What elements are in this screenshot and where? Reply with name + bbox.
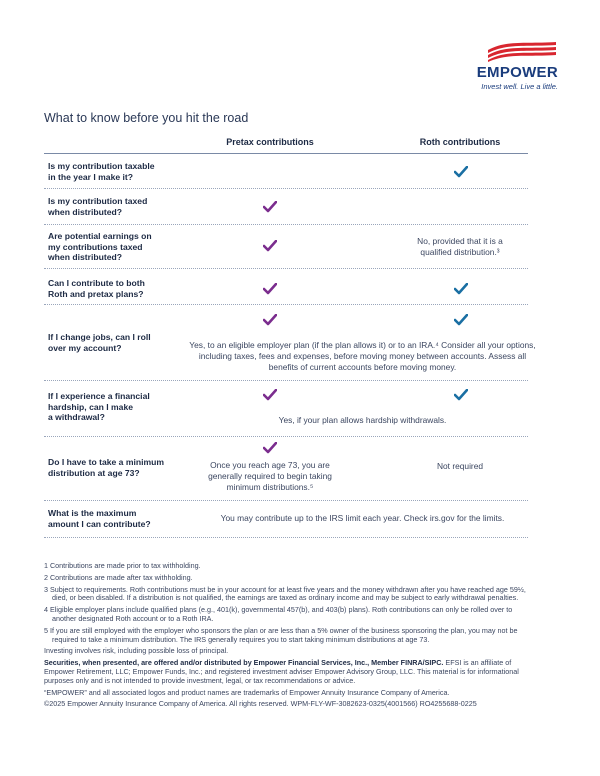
check-icon [263, 389, 277, 401]
row-question: What is the maximum amount I can contribute? [48, 508, 151, 529]
row-divider [44, 188, 528, 189]
column-header-pretax: Pretax contributions [226, 137, 314, 147]
header-divider [44, 153, 528, 154]
row-divider [44, 224, 528, 225]
roth-answer: No, provided that it is a qualified distribution.³ [417, 236, 503, 257]
flag-stripes-icon [484, 40, 558, 62]
shared-answer: Yes, to an eligible employer plan (if the plan allows it) or to an IRA.⁴ Consider all your options, including taxes, fees and expenses, before moving money between accounts. Assess all benefits of current accounts before moving money. [189, 340, 536, 372]
shared-answer: Yes, if your plan allows hardship withdrawals. [278, 415, 447, 425]
check-icon [263, 283, 277, 295]
check-icon [454, 314, 468, 326]
row-divider [44, 268, 528, 269]
row-question: Are potential earnings on my contributions taxed when distributed? [48, 231, 152, 262]
row-question: If I change jobs, can I roll over my account? [48, 332, 151, 353]
footnote: 3 Subject to requirements. Roth contributions must be in your account for at least five years and the money withdrawn after you have reached age 59½, died, or been disabled. If a distribution is not qualified, the earnings are taxed as ordinary income and may be subject to early withdrawal penalties. [44, 584, 526, 603]
page-title: What to know before you hit the road [44, 111, 249, 125]
footnote: 1 Contributions are made prior to tax withholding. [44, 561, 201, 570]
footnote: 2 Contributions are made after tax withholding. [44, 572, 193, 582]
copyright-notice: ©2025 Empower Annuity Insurance Company of America. All rights reserved. WPM-FLY-WF-3082623-0325(4001566) RO4255688-0225 [44, 699, 477, 709]
shared-answer: You may contribute up to the IRS limit each year. Check irs.gov for the limits. [220, 513, 505, 523]
empower-logo [438, 40, 558, 91]
footnotes [44, 562, 534, 712]
row-divider [44, 304, 528, 305]
check-icon [263, 442, 277, 454]
row-divider [44, 500, 528, 501]
row-divider [44, 436, 528, 437]
brand-tagline: Invest well. Live a little. [481, 82, 558, 91]
row-question: Can I contribute to both Roth and pretax plans? [48, 278, 145, 299]
risk-disclosure: Investing involves risk, including possible loss of principal. [44, 646, 229, 656]
brand-name: EMPOWER [476, 64, 558, 81]
roth-answer: Not required [436, 461, 484, 471]
row-divider [44, 537, 528, 538]
check-icon [454, 283, 468, 295]
row-question: Is my contribution taxed when distributed? [48, 196, 148, 217]
pretax-answer: Once you reach age 73, you are generally required to begin taking minimum distributions.⁵ [208, 460, 332, 492]
check-icon [454, 389, 468, 401]
row-divider [44, 380, 528, 381]
check-icon [454, 166, 468, 178]
row-question: If I experience a financial hardship, can I make a withdrawal? [48, 391, 150, 422]
check-icon [263, 201, 277, 213]
securities-disclosure: Securities, when presented, are offered and/or distributed by Empower Financial Services, Inc., Member FINRA/SIPC. EFSI is an affiliate of Empower Retirement, LLC; Empower Funds, Inc.; and registered investment adviser Empower Advisory Group, LLC. This material is for informational purposes only and is not intended to provide investment, legal, or tax recommendations or advice. [44, 658, 519, 685]
check-icon [263, 314, 277, 326]
footnote: 5 If you are still employed with the employer who sponsors the plan or are less than a 5% owner of the business sponsoring the plan, you may not be required to take a minimum distribution. The IRS generally requires you to start taking minimum distributions at age 73. [44, 625, 518, 644]
row-question: Is my contribution taxable in the year I make it? [48, 161, 155, 182]
row-question: Do I have to take a minimum distribution at age 73? [48, 457, 165, 478]
check-icon [263, 240, 277, 252]
footnote: 4 Eligible employer plans include qualified plans (e.g., 401(k), governmental 457(b), and 403(b) plans). Roth contributions can only be rolled over to another designated Roth account or to a Roth IRA. [44, 605, 513, 623]
trademark-notice: “EMPOWER” and all associated logos and product names are trademarks of Empower Annuity Insurance Company of America. [44, 687, 450, 697]
column-header-roth: Roth contributions [419, 137, 501, 147]
